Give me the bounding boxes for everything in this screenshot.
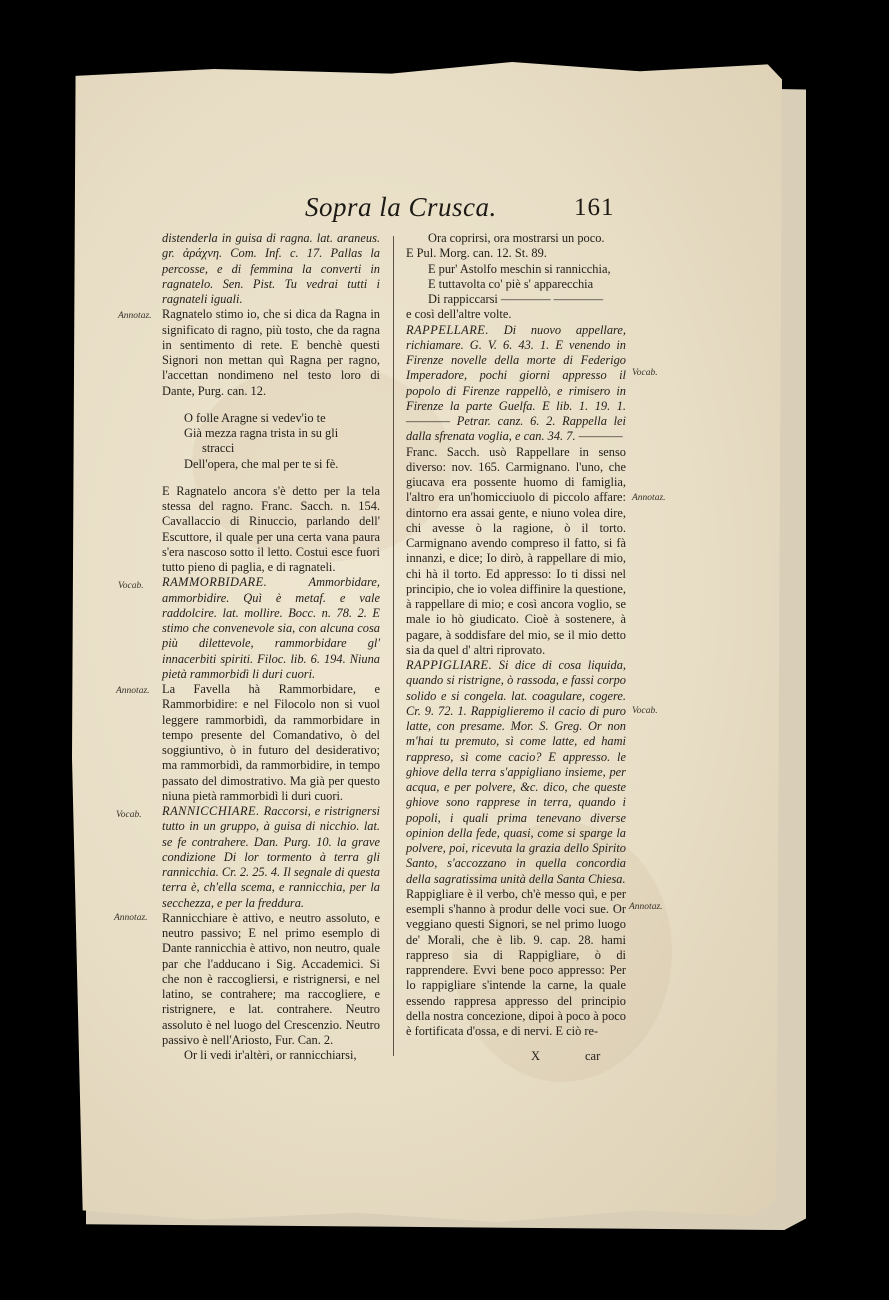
signature-mark: X [531, 1049, 541, 1063]
page-number: 161 [574, 194, 615, 221]
verse-line: Dell'opera, che mal per te si fè. [184, 456, 339, 471]
entry-headword: RANNICCHIARE. [162, 804, 260, 818]
page-header [0, 192, 889, 226]
margin-note-vocab: Vocab. [118, 581, 144, 591]
margin-note-annotaz: Annotaz. [629, 902, 663, 912]
entry-definition: Di nuovo appellare, richiamare. G. V. 6. 43. 1. E venendo in Firenze novelle della morte di Federigo Imperadore, pochi giorni appresso il popolo di Firenze rappellò, e rimisero in Firenze la parte Guelfa. E lib. 1. 19. 1. ———— Petrar. canz. 6. 2. Rappella lei dalla sfrenata voglia, e can. 34. 7. ———— [406, 322, 626, 444]
verse-line: Or li vedi ir'altèri, or rannicchiarsi, [184, 1048, 357, 1062]
verse-line: E tuttavolta co' piè s' apparecchia [428, 276, 594, 291]
stanza-gap [162, 472, 380, 484]
annotation-paragraph: E Ragnatelo ancora s'è detto per la tela stessa del ragno. Franc. Sacch. n. 154. Cavallaccio di Rinuccio, parlando dell' Escuttore, il quale per una certa vana paura s'era nascoso sotto il letto. Costui esce fuori tutto pieno di paglia, e di ragnateli. [162, 483, 380, 574]
entry-headword: RAPPIGLIARE. [406, 658, 493, 672]
verse-line: O folle Aragne si vedev'io te [184, 410, 326, 425]
margin-note-annotaz: Annotaz. [116, 686, 150, 696]
dictionary-entry [406, 323, 626, 445]
entry-headword: RAPPELLARE. [406, 322, 489, 337]
margin-note-annotaz: Annotaz. [118, 311, 152, 321]
catchword: car [585, 1049, 601, 1063]
verse-line: Di rappiccarsi ———— ———— [428, 292, 604, 306]
right-column [406, 231, 626, 1039]
annotation-paragraph: Franc. Sacch. usò Rappellare in senso diverso: nov. 165. Carmignano. l'uno, che giucava era possente huomo di famiglia, l'altro era un'homicciuolo di piccolo affare: dintorno era assai gente, e niuno volea dire, chi avesse ò la ragione, ò il torto. Carmignano avendo compreso il fatto, si fà innanzi, e dice; Io dirò, à rappellare di mio, chi hà il torto. Ed appresso: Io ti dissi nel principio, che io volea diffinire la questione, à rappellare di mio; e così ancora voglio, se male io hò giudicato. Cioè à sostenere, à pagare, à soddisfare del mio, se il mio detto sia da quel d' altri riprovato. [406, 444, 626, 657]
entry-definition: Ammorbidare, ammorbidire. Quì è metaf. e vale raddolcire. lat. mollire. Bocc. n. 78. 2. E stimo che convenevole sia, con alcuna cosa più dilettevole, rammorbidare gl' innacerbiti spiriti. Filoc. lib. 6. 194. Niuna pietà rammorbidì li duri cuori. [162, 575, 380, 681]
entry-definition: Si dice di cosa liquida, quando si ristrigne, ò rassoda, e fassi corpo solido e si congela. lat. coagulare, cogere. Cr. 9. 72. 1. Rappiglieremo il cacio di puro latte, con presame. Mor. S. Greg. Or non m'hai tu premuto, sì come latte, ed hami rappreso, sì come cacio? E appresso. le ghiove della terra s'appigliano insieme, per acqua, e per polvere, &c. dico, che queste ghiove sono rapprese in terra, quando i popoli, i quali prima tenevano diverse opinion della fede, quasi, come si sparge la polvere, poi, ricevuta la grazia dello Spirito Santo, s'accozzano in quella concordia della sagratissima unità della Santa Chiesa. [406, 658, 626, 886]
annotation-paragraph: La Favella hà Rammorbidare, e Rammorbidire: e nel Filocolo non si vuol leggere rammorbidì, da rammorbidare in tempo presente del Comandativo, ò del soggiuntivo, ò in futuro del desiderativo; ma rammorbidì, da rammorbidire, in tempo passato del dimostrativo. Ma già per questo niuna pietà rammorbidì li duri cuori. [162, 682, 380, 803]
margin-note-vocab: Vocab. [632, 706, 658, 716]
margin-note-annotaz: Annotaz. [114, 913, 148, 923]
annotation-paragraph: Rannicchiare è attivo, e neutro assoluto, e neutro passivo; E nel primo esemplo di Dante rannicchia è attivo, non neutro, quale par che l'adducano i Sig. Accademici. Si che non è raccogliersi, e ristrignersi, e nel latino, se contrahere; ma raccogliere, e ristrignere, e lat. contrahere. Neutro assoluto è nel luogo del Crescenzio. Neutro passivo è nell'Ariosto, Fur. Can. 2. [162, 910, 380, 1047]
annotation-paragraph: Rappigliare è il verbo, ch'è messo quì, e per esempli s'hanno à produr delle voci sue. Or veggiano questi Signori, se nel primo luogo de' Morali, che è lib. 9. cap. 28. hami rappreso sia di Rappigliare, ò di rapprendere. Evvi bene poco appresso: Per lo rappigliare s'intende la carne, la quale essendo rappresa appresso del principio della nostra concezione, dipoi à poco à poco è fortificata d'ossa, e di nervi. E ciò re- [406, 886, 626, 1038]
left-column [162, 231, 380, 1063]
annotation-paragraph: Ragnatelo stimo io, che si dica da Ragna in significato di ragno, più tosto, che da ragna in sentimento di rete. E benchè questi Signori non mettan quì Ragna per ragno, l'accettan nondimeno nel testo loro di Dante, Purg. can. 12. [162, 307, 380, 398]
margin-note-annotaz: Annotaz. [632, 493, 666, 503]
verse-line: stracci [202, 441, 235, 456]
entry-continuation: distenderla in guisa di ragna. lat. araneus. gr. ἀράχνη. Com. Inf. c. 17. Pallas la percosse, e di femmina la converti in ragnatelo. Sen. Pist. Tu vedrai tutti i ragnateli iguali. [162, 231, 380, 306]
dictionary-entry [406, 658, 626, 887]
margin-note-vocab: Vocab. [632, 368, 658, 378]
entry-headword: RAMMORBIDARE. [162, 575, 268, 590]
verse-line: E pur' Astolfo meschin si rannicchia, [428, 261, 611, 276]
dictionary-entry [162, 575, 380, 682]
annotation-paragraph: E Pul. Morg. can. 12. St. 89. [406, 246, 547, 261]
stanza-gap [162, 399, 380, 411]
dictionary-entry [162, 804, 380, 911]
margin-note-vocab: Vocab. [116, 810, 142, 820]
annotation-paragraph: e così dell'altre volte. [406, 307, 512, 322]
column-divider [393, 236, 394, 1056]
running-title: Sopra la Crusca. [305, 192, 497, 222]
verse-line: Ora coprirsi, ora mostrarsi un poco. [428, 231, 605, 245]
verse-line: Già mezza ragna trista in su gli [184, 426, 339, 440]
entry-definition: Raccorsi, e ristrignersi tutto in un gruppo, à guisa di nicchio. lat. se fe contrahere. Dan. Purg. 10. la grave condizione Di lor tormento à terra gli rannicchia. Cr. 2. 25. 4. Il segnale di questa terra è, ch'ella scema, e rannicchia, per la secchezza, e per la freddura. [162, 804, 380, 910]
